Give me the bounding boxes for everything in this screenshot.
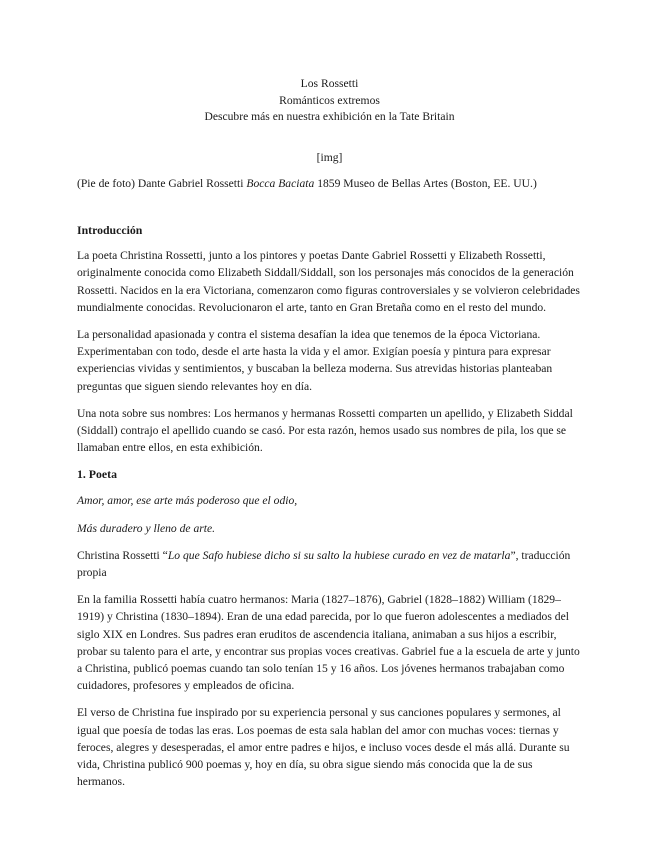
intro-paragraph: La personalidad apasionada y contra el sistema desafían la idea que tenemos de la época Victoriana. Experimentaban con todo, desde el arte hasta la vida y el amor. Exigían poesía y pintura para expresar experiencias vividas y sentimientos, y buscaban la belleza moderna. Sus atrevidas historias planteaban preguntas que siguen siendo relevantes hoy en día. bbox=[77, 328, 553, 393]
attribution-prefix: Christina Rossetti “ bbox=[77, 548, 168, 562]
poem-attribution bbox=[77, 547, 582, 581]
document-header bbox=[77, 76, 582, 126]
poeta-paragraph: El verso de Christina fue inspirado por su experiencia personal y sus canciones populares y sermones, al igual que poesía de todas las eras. Los poemas de esta sala hablan del amor con muchas voces: tiernas y feroces, alegres y desesperadas, el amor entre padres e hijos, e incluso voces desde el más allá. Durante su vida, Christina publicó 900 poemas y, hoy en día, su obra sigue siendo más conocida que la de sus hermanos. bbox=[77, 706, 570, 789]
caption-work-title: Bocca Baciata bbox=[246, 176, 315, 190]
exhibition-tagline: Descubre más en nuestra exhibición en la Tate Britain bbox=[204, 110, 455, 124]
attribution-title: Lo que Safo hubiese dicho si su salto la hubiese curado en vez de matarla bbox=[167, 548, 511, 562]
poeta-paragraph: En la familia Rossetti había cuatro hermanos: Maria (1827–1876), Gabriel (1828–1882) William (1829–1919) y Christina (1830–1894). Eran de una edad parecida, por lo que fueron adolescentes a mediados del siglo XIX en Londres. Sus padres eran eruditos de ascendencia italiana, animaban a sus hijos a escribir, probar su talento para el arte, y encontrar sus propias voces creativas. Gabriel fue a la escuela de arte y junto a Christina, publicó poemas cuando tan solo tenían 15 y 16 años. Los jóvenes hermanos trabajaban como cuidadores, profesores y empleados de oficina. bbox=[77, 593, 580, 693]
image-caption bbox=[77, 175, 582, 192]
intro-paragraph: Una nota sobre sus nombres: Los hermanos y hermanas Rossetti comparten un apellido, y Elizabeth Siddal (Siddall) contrajo el apellido cuando se casó. Por esta razón, hemos usado sus nombres de pila, los que se llamaban entre ellos, en esta exhibición. bbox=[77, 406, 573, 455]
attribution-suffix: ”, traducción propia bbox=[77, 548, 571, 580]
caption-prefix: (Pie de foto) Dante Gabriel Rossetti bbox=[77, 176, 247, 190]
document-title: Los Rossetti bbox=[300, 77, 359, 90]
document-page bbox=[77, 76, 582, 790]
poem-verse: Más duradero y lleno de arte. bbox=[77, 521, 216, 535]
poeta-heading: 1. Poeta bbox=[77, 467, 117, 482]
image-placeholder: [img] bbox=[316, 150, 343, 164]
caption-suffix: 1859 Museo de Bellas Artes (Boston, EE. UU.) bbox=[314, 176, 537, 190]
document-subtitle: Románticos extremos bbox=[279, 93, 380, 107]
intro-heading: Introducción bbox=[77, 223, 143, 238]
intro-paragraph: La poeta Christina Rossetti, junto a los pintores y poetas Dante Gabriel Rossetti y Elizabeth Rossetti, originalmente conocida como Elizabeth Siddall/Siddall, son los personajes más conocidos de la generación Rossetti. Nacidos en la era Victoriana, comenzaron como figuras controversiales y se volvieron celebridades mundialmente conocidas. Revolucionaron el arte, tanto en Gran Bretaña como en el resto del mundo. bbox=[77, 249, 580, 314]
poem-verse: Amor, amor, ese arte más poderoso que el odio, bbox=[77, 494, 298, 508]
